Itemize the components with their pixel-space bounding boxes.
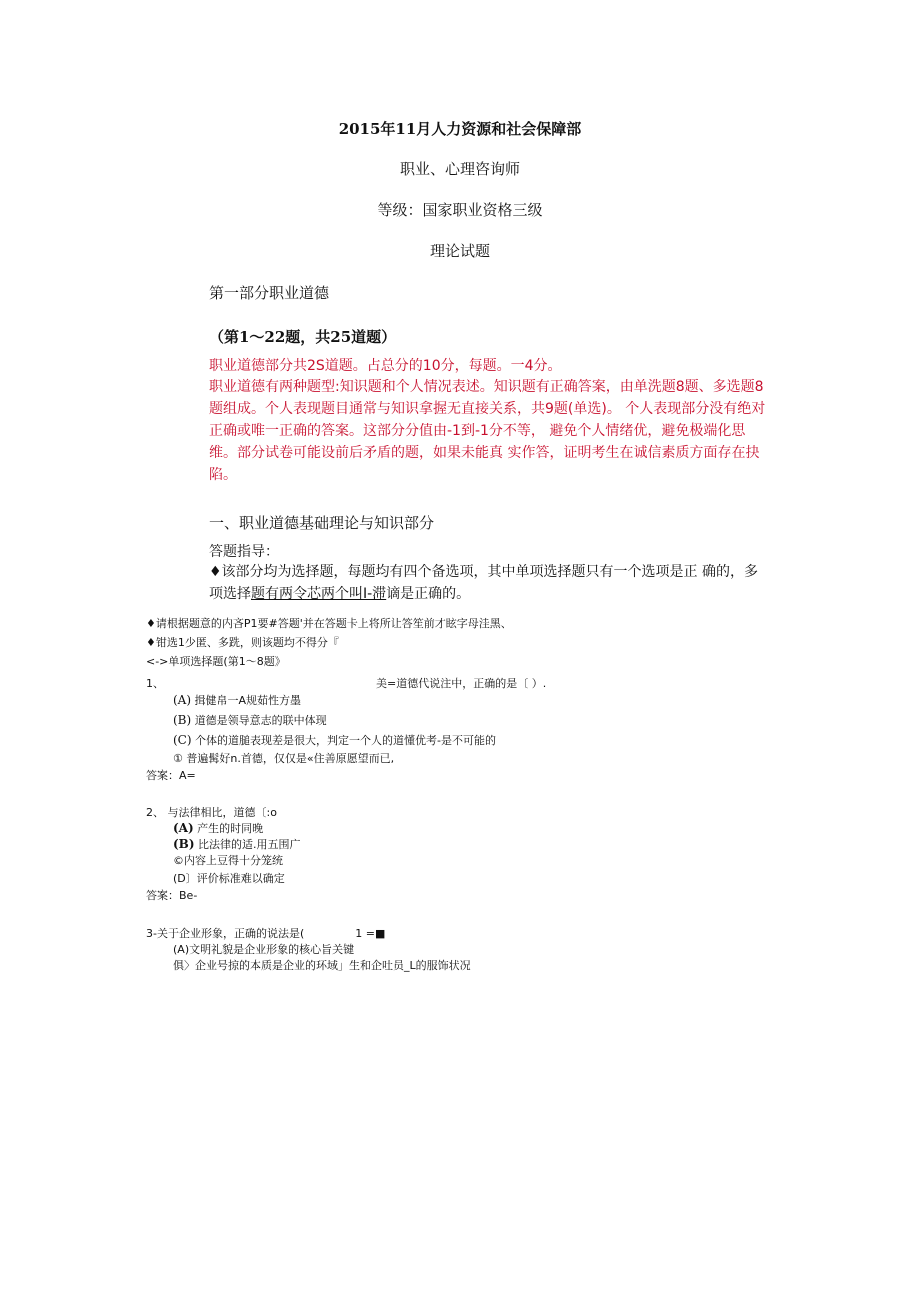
question-1 [146, 675, 547, 691]
option-text: 个体的道膇表现差是很大，判定一个人的道懂优考-是不可能的 [195, 734, 497, 747]
option-text: 普遍髯好n.首德，仅仅是«住善原愿望而已, [186, 752, 395, 765]
option-a [173, 692, 301, 708]
part-title: 第一部分职业道德 [209, 284, 330, 302]
option-text: 比法律的适.用五围广 [198, 838, 301, 851]
question-stem-tail: 1 =■ [355, 927, 386, 940]
option-d [173, 870, 285, 886]
question-range: （第1〜22题，共25道题） [209, 328, 397, 346]
exam-type: 理论试题 [429, 242, 490, 260]
option-text: 文明礼貌是企业形象的核心旨关键 [189, 943, 355, 956]
option-text: 内容上豆得十分笼统 [184, 854, 283, 867]
option-b [173, 957, 471, 973]
section-title: 一、职业道德基础理论与知识部分 [209, 514, 435, 532]
option-text: 产生的时同晚 [197, 822, 264, 835]
option-tag: (A) [173, 693, 192, 707]
question-stem: 美=道德代说注中，正确的是〔 ）. [376, 677, 547, 690]
option-tag: ① [173, 752, 183, 765]
answer-2: 答案：Be- [146, 889, 198, 902]
guide-label: 答题指导： [209, 544, 279, 560]
question-stem: 关于企业形象，正确的说法是( [156, 927, 305, 940]
guide-text [209, 561, 769, 605]
exam-level: 等级：国家职业资格三级 [377, 201, 543, 219]
option-c [173, 852, 283, 868]
option-tag: © [173, 854, 184, 867]
guide-text-a: ♦该部分均为选择题，每题均有四个备选项，其中单项选择题只有一个选项是正 确的，多项选择 [209, 564, 758, 602]
option-text: 企业号掠的本质是企业的环域」生和企吐员_L的服饰状况 [195, 959, 471, 972]
question-number: 1、 [146, 677, 164, 690]
instruction-note-2: ♦钳选1少匿、多跣，则该题均不得分『 [146, 636, 339, 649]
option-b [173, 836, 301, 852]
instruction-note-1: ♦请根据题意的内吝P1要#答题'并在答题卡上将所让答笙前才眩字母洼黑、 [146, 617, 512, 630]
guide-text-underlined: 题有两令芯两个叫I-滞 [251, 586, 387, 602]
option-tag: (B) [173, 837, 195, 851]
option-text: 道德是领导意志的联中体现 [194, 714, 327, 727]
option-text: 评价标准难以确定 [196, 872, 285, 885]
exam-title: 2015年11月人力资源和社会保障部 [338, 120, 582, 138]
option-tag: (C) [173, 733, 192, 747]
question-types-note: 职业道德有两种题型:知识题和个人情况表述。知识题有正确答案，由单洗题8题、多选题8题组成。个人表现题目通常与知识拿握无直接关系，共9题(单选)。 个人表现部分没有绝对正确或唯一正确的答案。这部分分值由-1到-1分不等， 避免个人情绪优，避免极端化思维。部分试卷可能设前后矛盾的题，如果未能真 实作答，证明考生在诚信素质方面存在抉陷。 [209, 379, 766, 483]
option-d [173, 750, 394, 766]
guide-text-b: 谪是正确的。 [386, 586, 471, 602]
option-a [173, 941, 354, 957]
question-2 [146, 804, 277, 820]
exam-subject: 职业、心理咨询师 [399, 160, 520, 178]
option-text: 揖健帛一A规茹性方墨 [194, 694, 302, 707]
option-c [173, 732, 496, 748]
question-stem: 与法律相比，道德〔:o [167, 806, 277, 819]
question-number: 2、 [146, 806, 164, 819]
option-tag: (A) [173, 943, 190, 956]
question-3 [146, 925, 385, 941]
question-number: 3- [146, 927, 157, 940]
option-tag: (B) [173, 713, 192, 727]
answer-1: 答案：A= [146, 769, 196, 782]
option-a [173, 820, 263, 836]
option-tag: (D〕 [173, 872, 197, 885]
option-tag: 俱〉 [173, 959, 195, 972]
option-tag: (A) [173, 821, 194, 835]
option-b [173, 712, 327, 728]
scoring-note: 职业道德部分共2S道题。占总分的10分，每题。一4分。 [209, 358, 562, 374]
subsection-title: <->单项选择题(第1〜8题》 [146, 655, 286, 668]
